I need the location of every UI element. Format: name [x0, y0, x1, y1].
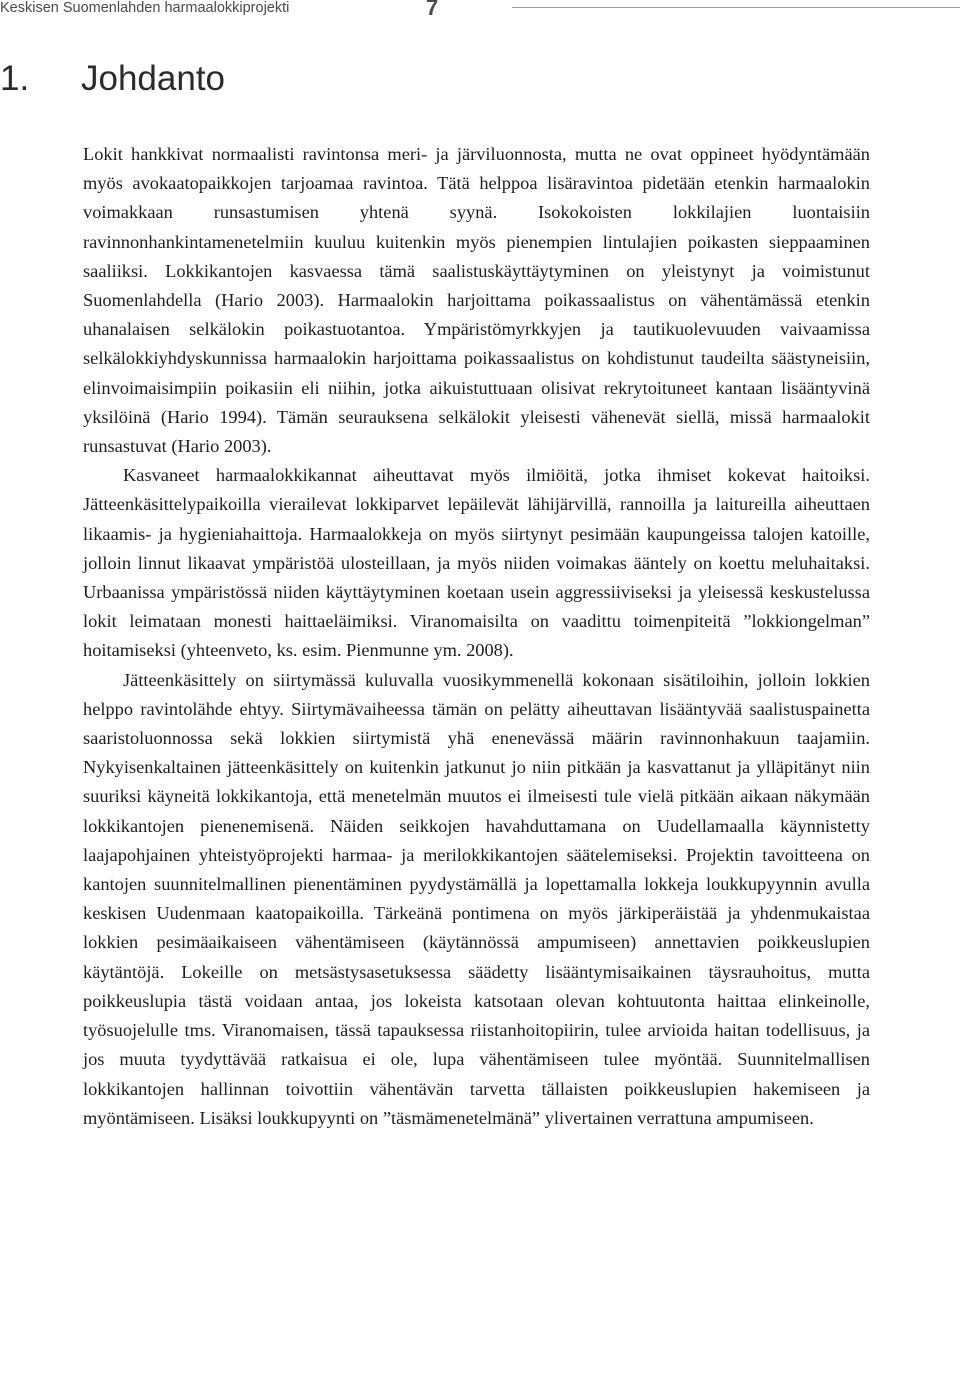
body-text	[83, 140, 870, 1133]
chapter-number: 1.	[0, 59, 30, 98]
page-number: 7	[426, 0, 439, 20]
paragraph-3: Jätteenkäsittely on siirtymässä kuluvalla vuosikymmenellä kokonaan sisätiloihin, jolloin lokkien helppo ravintolähde ehtyy. Siirtymävaiheessa tämän on pelätty aiheuttavan lisääntyvää saalistuspainetta saaristoluonnossa sekä lokkien siirtymistä yhä enenevässä määrin ravinnonhakuun taajamiin. Nykyisenkaltainen jätteenkäsittely on kuitenkin jatkunut jo niin pitkään ja kasvattanut ja ylläpitänyt niin suuriksi käyneitä lokkikantoja, että menetelmän muutos ei ilmeisesti tule vielä pitkään aikaan näkymään lokkikantojen pienenemisenä. Näiden seikkojen havahduttamana on Uudellamaalla käynnistetty laajapohjainen yhteistyöprojekti harmaa- ja merilokkikantojen säätelemiseksi. Projektin tavoitteena on kantojen suunnitelmallinen pienentäminen pyydystämällä ja lopettamalla lokkeja loukkupyynnin avulla keskisen Uudenmaan kaatopaikoilla. Tärkeänä pontimena on myös järkiperäistää ja yhdenmukaistaa lokkien pesimäaikaiseen vähentämiseen (käytännössä ampumiseen) annettavien poikkeuslupien käytäntöjä. Lokeille on metsästysasetuksessa säädetty lisääntymisaikainen täysrauhoitus, mutta poikkeuslupia tästä voidaan antaa, jos lokeista katsotaan olevan kohtuutonta haittaa elinkeinolle, työsuojelulle tms. Viranomaisen, tässä tapauksessa riistanhoitopiirin, tulee arvioida haitan todellisuus, ja jos muuta tyydyttävää ratkaisua ei ole, lupa vähentämiseen tulee myöntää. Suunnitelmallisen lokkikantojen hallinnan toivottiin vähentävän tarvetta tällaisten poikkeuslupien hakemiseen ja myöntämiseen. Lisäksi loukkupyynti on ”täsmämenetelmänä” ylivertainen verrattuna ampumiseen.	[83, 669, 870, 1128]
chapter-title: Johdanto	[81, 59, 226, 98]
running-header-title: Keskisen Suomenlahden harmaalokkiprojekti	[0, 0, 290, 16]
header-rule	[512, 7, 960, 8]
paragraph-1: Lokit hankkivat normaalisti ravintonsa meri- ja järviluonnosta, mutta ne ovat oppineet hyödyntämään myös avokaatopaikkojen tarjoamaa ravintoa. Tätä helppoa lisäravintoa pidetään etenkin harmaalokin voimakkaan runsastumisen yhtenä syynä. Isokokoisten lokkilajien luontaisiin ravinnonhankintamenetelmiin kuuluu kuitenkin myös pienempien lintulajien poikasten sieppaaminen saaliiksi. Lokkikantojen kasvaessa tämä saalistuskäyttäytyminen on yleistynyt ja voimistunut Suomenlahdella (Hario 2003). Harmaalokin harjoittama poikassaalistus on vähentämässä etenkin uhanalaisen selkälokin poikastuotantoa. Ympäristömyrkkyjen ja tautikuolevuuden vaivaamissa selkälokkiyhdyskunnissa harmaalokin harjoittama poikassaalistus on kohdistunut taudeilta säästyneisiin, elinvoimaisimpiin poikasiin eli niihin, jotka aikuistuttuaan olisivat rekrytoituneet kantaan lisääntyvinä yksilöinä (Hario 1994). Tämän seurauksena selkälokit yleisesti vähenevät siellä, missä harmaalokit runsastuvat (Hario 2003).	[83, 144, 870, 457]
paragraph-2: Kasvaneet harmaalokkikannat aiheuttavat myös ilmiöitä, jotka ihmiset kokevat haitoiksi. Jätteenkäsittelypaikoilla vierailevat lokkiparvet lepäilevät lähijärvillä, rannoilla ja laitureilla aiheuttaen likaamis- ja hygieniahaittoja. Harmaalokkeja on myös siirtynyt pesimään kaupungeissa talojen katoille, jolloin linnut likaavat ympäristöä ulosteillaan, ja myös niiden voimakas ääntely on koettu meluhaitaksi. Urbaanissa ympäristössä niiden käyttäytyminen koetaan usein aggressiiviseksi ja yleisessä keskustelussa lokit leimataan monesti haittaeläimiksi. Viranomaisilta on vaadittu toimenpiteitä ”lokkiongelman” hoitamiseksi (yhteenveto, ks. esim. Pienmunne ym. 2008).	[83, 465, 870, 661]
chapter-heading	[0, 58, 225, 100]
